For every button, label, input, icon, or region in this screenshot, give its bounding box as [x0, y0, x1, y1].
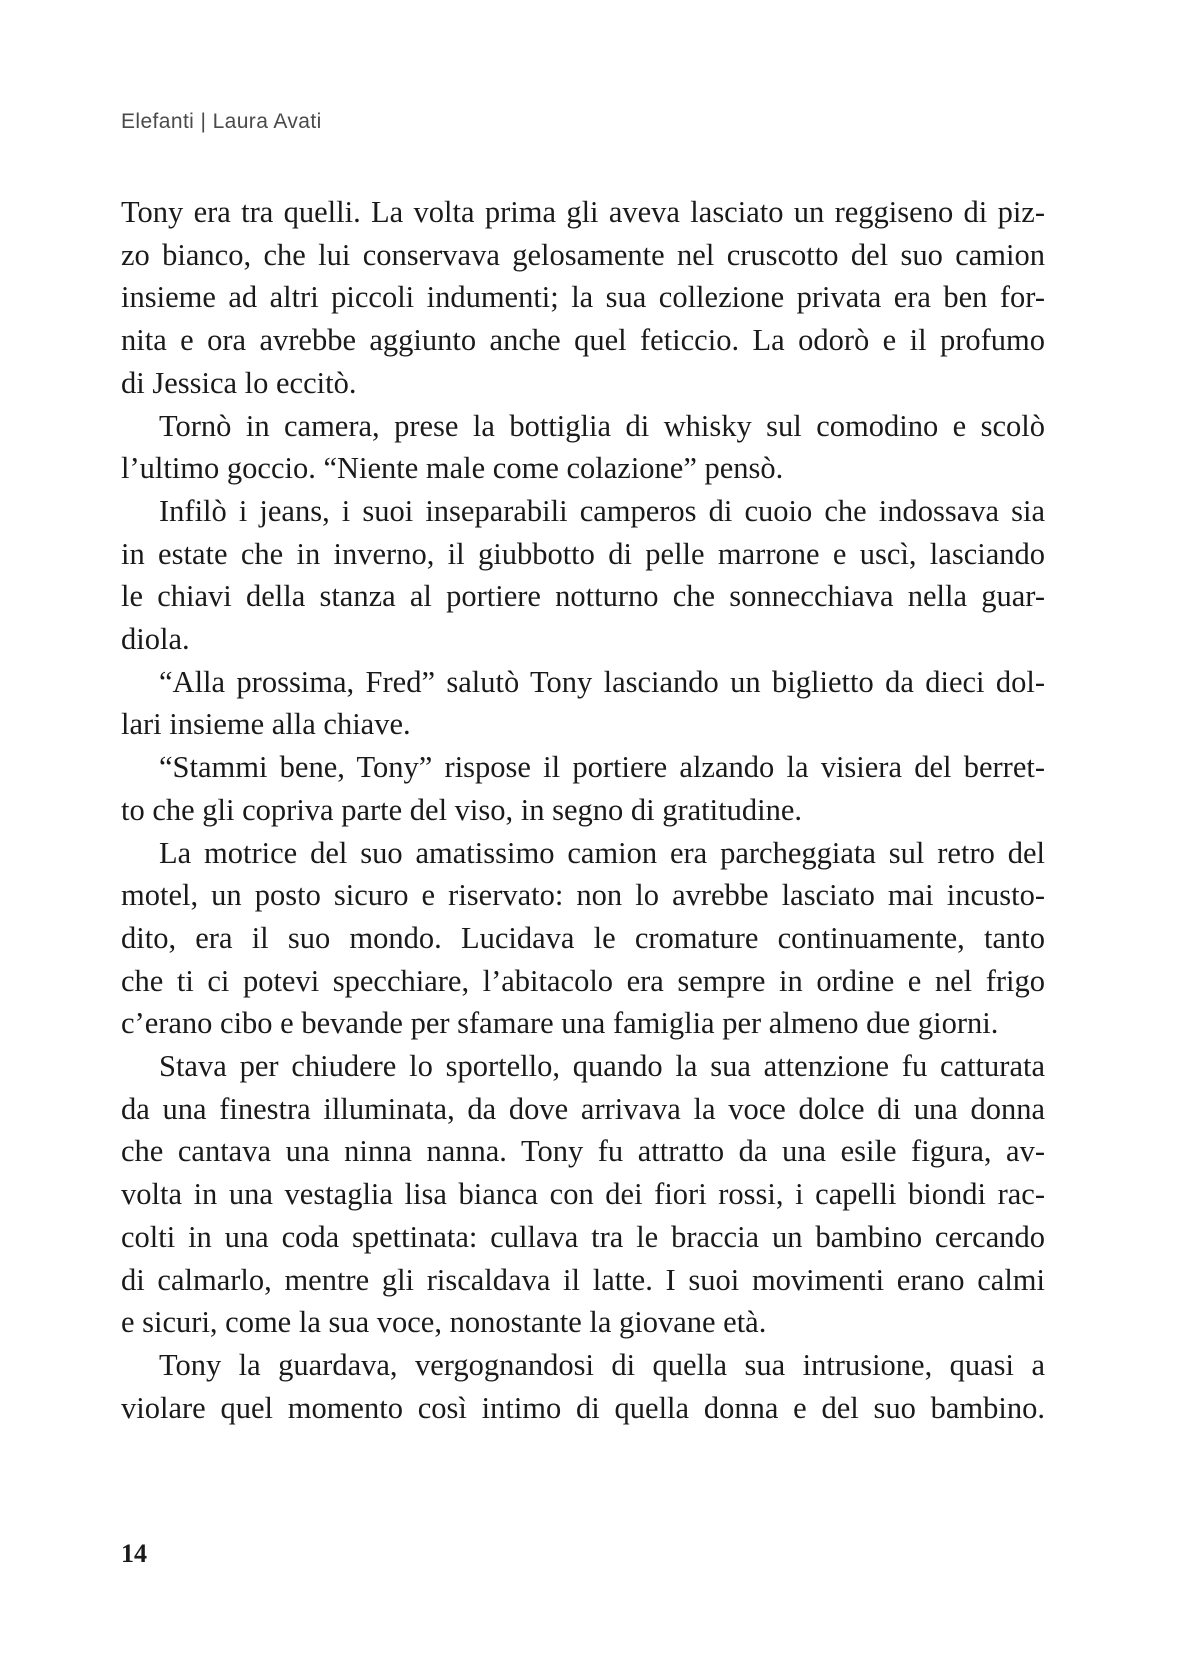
text-line: motel, un posto sicuro e riservato: non lo avrebbe lasciato mai incusto- — [121, 878, 1045, 913]
text-line: di Jessica lo eccitò. — [121, 365, 357, 400]
text-line: La motrice del suo amatissimo camion era parcheggiata sul retro del — [159, 835, 1045, 870]
paragraph — [121, 661, 1045, 746]
text-line: Tony era tra quelli. La volta prima gli aveva lasciato un reggiseno di piz- — [121, 195, 1045, 229]
text-line: volta in una vestaglia lisa bianca con dei fiori rossi, i capelli biondi rac- — [121, 1177, 1045, 1212]
text-line: insieme ad altri piccoli indumenti; la sua collezione privata era ben for- — [121, 280, 1045, 315]
paragraph — [121, 490, 1045, 661]
paragraph — [121, 1045, 1045, 1344]
text-line: “Alla prossima, Fred” salutò Tony lasciando un biglietto da dieci dol- — [159, 664, 1045, 699]
text-line: che cantava una ninna nanna. Tony fu attratto da una esile figura, av- — [121, 1134, 1045, 1169]
text-line: da una finestra illuminata, da dove arrivava la voce dolce di una donna — [121, 1091, 1045, 1126]
text-line: nita e ora avrebbe aggiunto anche quel feticcio. La odorò e il profumo — [121, 323, 1045, 358]
text-line: le chiavi della stanza al portiere notturno che sonnecchiava nella guar- — [121, 579, 1045, 614]
text-line: Tony la guardava, vergognandosi di quella sua intrusione, quasi a — [159, 1347, 1045, 1382]
text-line: diola. — [121, 622, 190, 657]
text-line: lari insieme alla chiave. — [121, 707, 411, 742]
text-line: e sicuri, come la sua voce, nonostante la giovane età. — [121, 1305, 767, 1340]
text-line: in estate che in inverno, il giubbotto di pelle marrone e uscì, lasciando — [121, 536, 1045, 571]
text-line: “Stammi bene, Tony” rispose il portiere alzando la visiera del berret- — [159, 750, 1045, 785]
text-line: violare quel momento così intimo di quella donna e del suo bambino. — [121, 1390, 1045, 1425]
text-line: zo bianco, che lui conservava gelosamente nel cruscotto del suo camion — [121, 237, 1045, 272]
text-line: che ti ci potevi specchiare, l’abitacolo era sempre in ordine e nel frigo — [121, 963, 1045, 998]
text-line: l’ultimo goccio. “Niente male come colazione” pensò. — [121, 451, 784, 486]
paragraph — [121, 191, 1045, 405]
text-line: di calmarlo, mentre gli riscaldava il latte. I suoi movimenti erano calmi — [121, 1262, 1045, 1297]
paragraph — [121, 832, 1045, 1046]
paragraph — [121, 1344, 1045, 1429]
text-line: Infilò i jeans, i suoi inseparabili camperos di cuoio che indossava sia — [159, 493, 1045, 528]
paragraph — [121, 746, 1045, 831]
text-line: Stava per chiudere lo sportello, quando la sua attenzione fu catturata — [159, 1049, 1045, 1084]
text-line: Tornò in camera, prese la bottiglia di whisky sul comodino e scolò — [159, 408, 1045, 443]
text-line: c’erano cibo e bevande per sfamare una famiglia per almeno due giorni. — [121, 1006, 999, 1041]
text-line: to che gli copriva parte del viso, in segno di gratitudine. — [121, 792, 802, 827]
running-header: Elefanti | Laura Avati — [121, 110, 322, 133]
paragraph — [121, 405, 1045, 490]
page-number: 14 — [121, 1539, 147, 1568]
text-line: colti in una coda spettinata: cullava tra le braccia un bambino cercando — [121, 1219, 1045, 1254]
text-line: dito, era il suo mondo. Lucidava le cromature continuamente, tanto — [121, 920, 1045, 955]
body-text — [121, 191, 1045, 1429]
